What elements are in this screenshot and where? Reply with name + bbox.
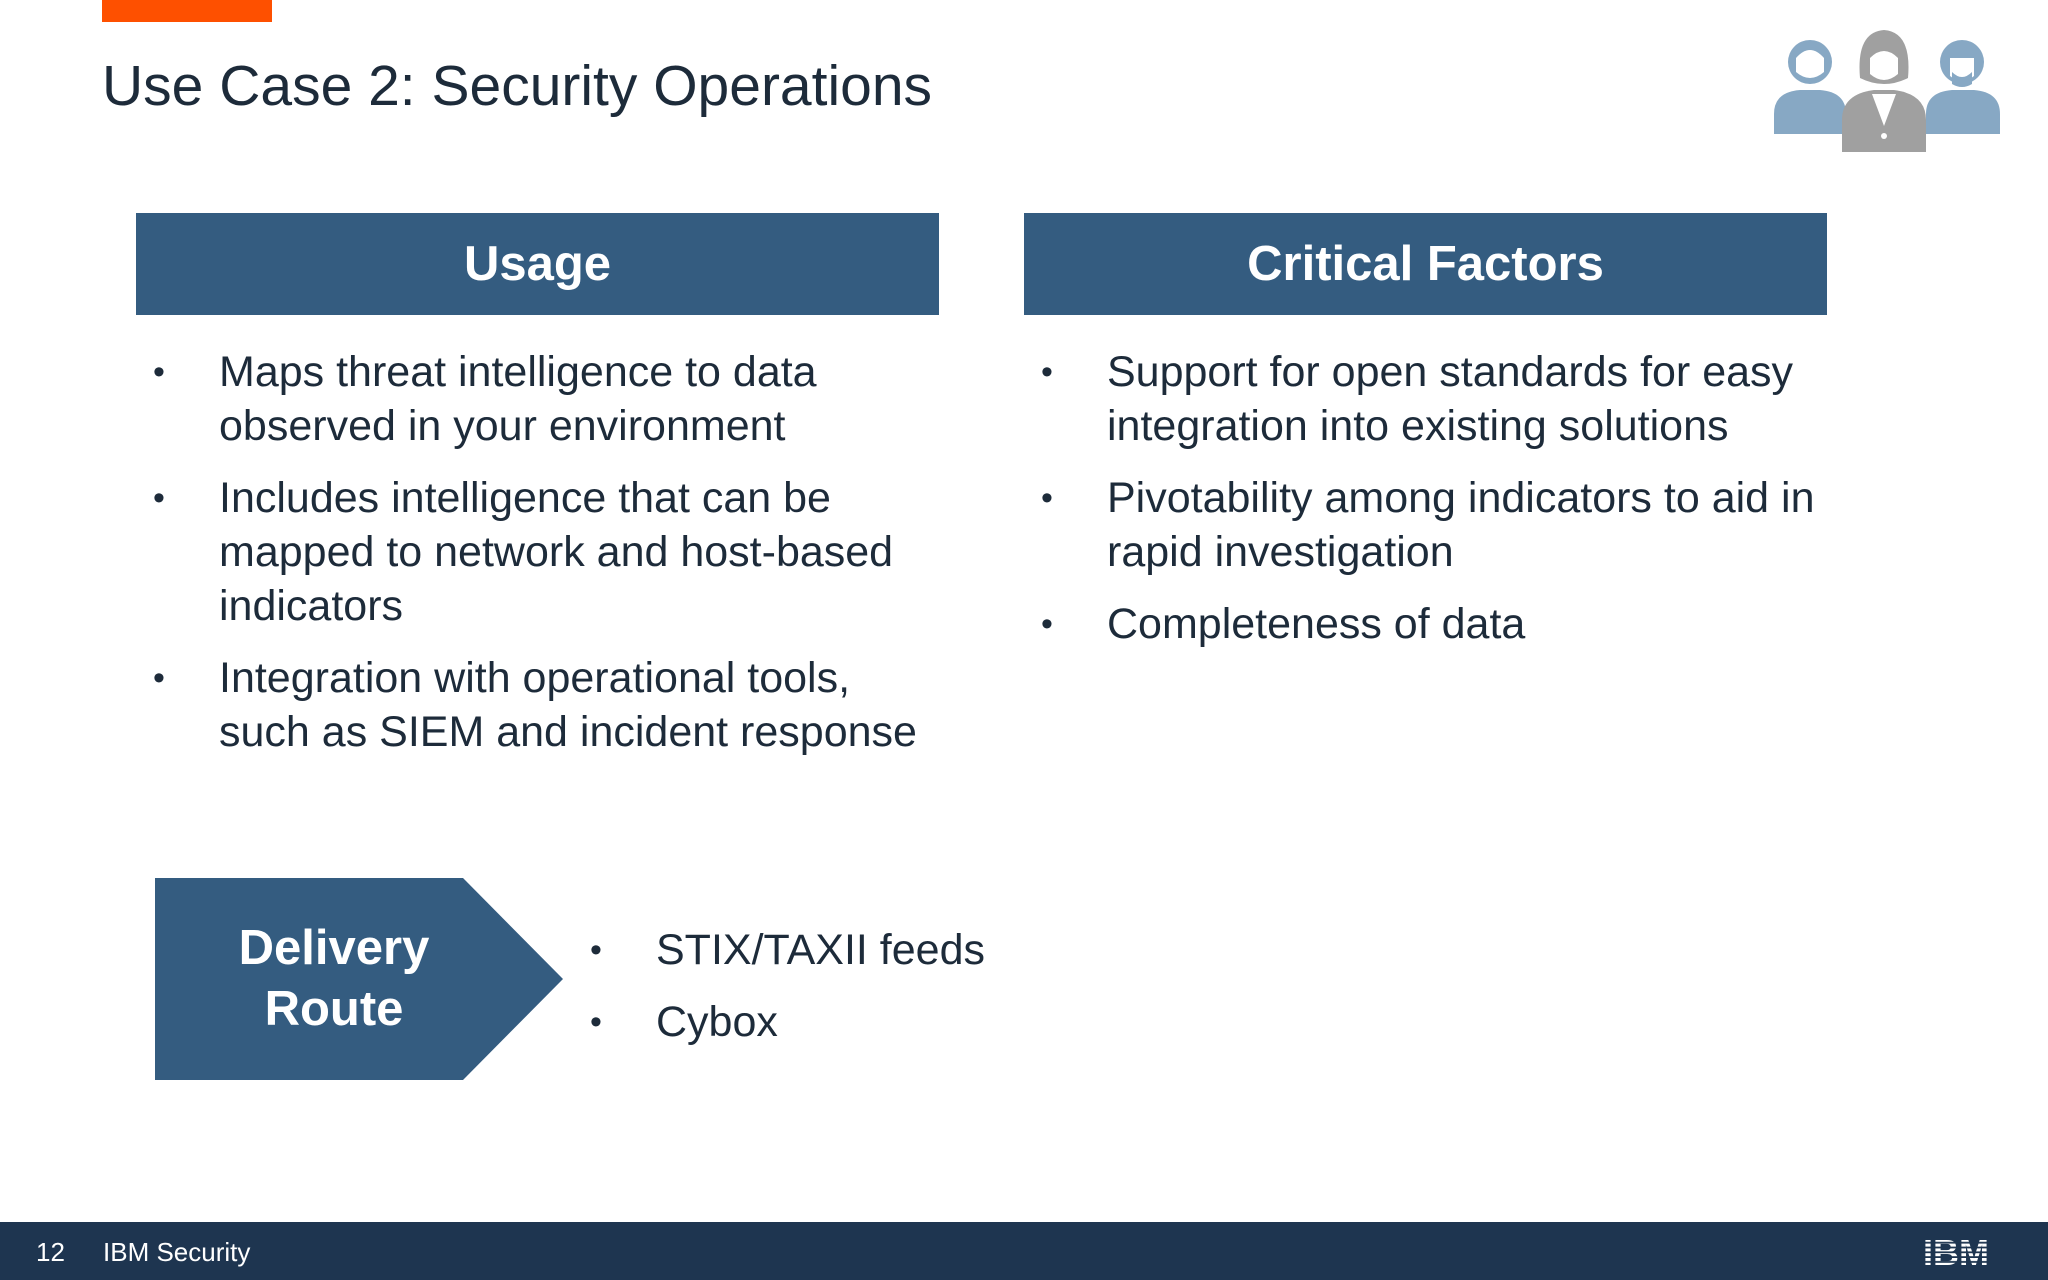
- footer-bar: [0, 1222, 2048, 1280]
- delivery-item: • Cybox: [573, 995, 1173, 1049]
- delivery-route-label: Delivery Route: [238, 921, 430, 1036]
- usage-header: Usage: [136, 213, 939, 315]
- usage-bullet: • Integration with operational tools, such as SIEM and incident response: [136, 651, 926, 759]
- delivery-item: • STIX/TAXII feeds: [573, 923, 1173, 977]
- usage-bullet: • Includes intelligence that can be mapped to network and host-based indicators: [136, 471, 926, 633]
- critical-factor-bullet: • Pivotability among indicators to aid in rapid investigation: [1024, 471, 1834, 579]
- slide-title: Use Case 2: Security Operations: [102, 54, 933, 118]
- orange-accent-bar: [102, 0, 272, 22]
- critical-factor-bullet: • Completeness of data: [1024, 597, 1834, 651]
- critical-factors-bullet-list: [1024, 345, 1834, 669]
- delivery-route-list: [573, 923, 1173, 1067]
- ibm-logo: [1916, 1234, 1996, 1268]
- svg-text:IBM: IBM: [1923, 1234, 1989, 1268]
- footer-brand: IBM Security: [103, 1237, 251, 1267]
- usage-bullet: • Maps threat intelligence to data observed in your environment: [136, 345, 926, 453]
- critical-factors-header: Critical Factors: [1024, 213, 1827, 315]
- people-group-icon: [1770, 28, 2006, 152]
- page-number: 12: [36, 1237, 65, 1267]
- critical-factor-bullet: • Support for open standards for easy integration into existing solutions: [1024, 345, 1834, 453]
- usage-bullet-list: [136, 345, 926, 777]
